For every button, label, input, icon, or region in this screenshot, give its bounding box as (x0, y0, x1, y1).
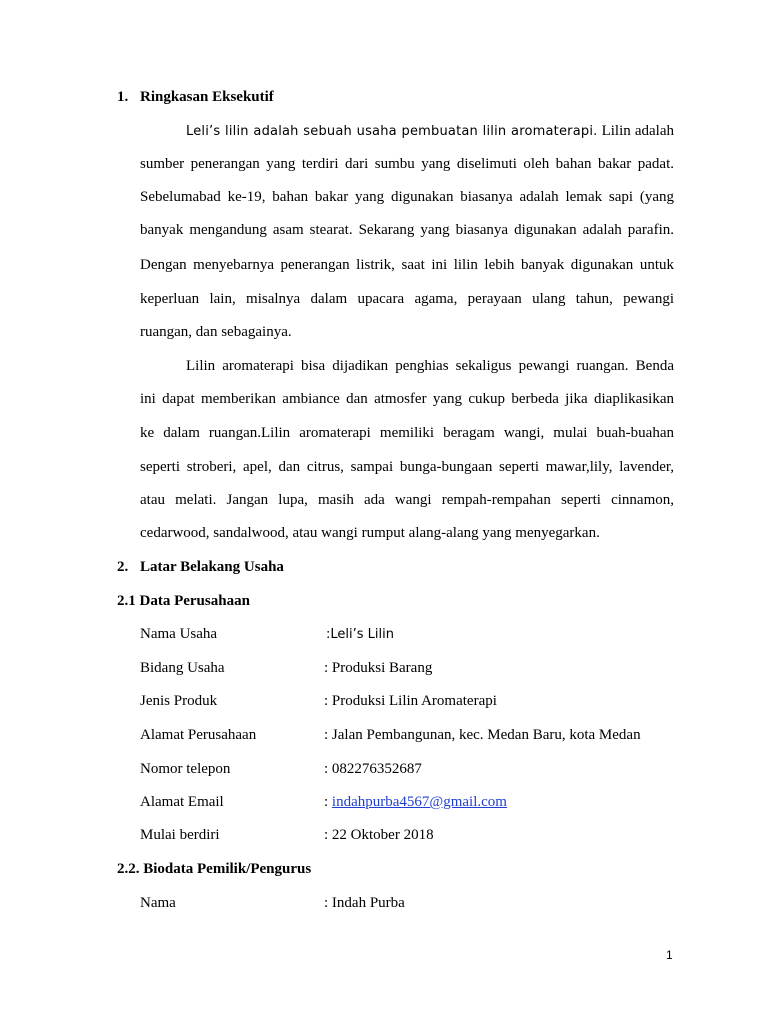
phone-value: : 082276352687 (324, 761, 422, 777)
product-type-value: : Produksi Lilin Aromaterapi (324, 693, 497, 709)
paragraph-1-lead-rest: Lilin adalah (601, 123, 675, 139)
paragraph-1-line-3: Sebelumabad ke-19, bahan bakar yang digunakan biasanya adalah lemak sapi (yang (140, 189, 674, 205)
paragraph-2-line-2: ini dapat memberikan ambiance dan atmosfer yang cukup berbeda jika diaplikasikan (140, 391, 674, 407)
email-value (324, 793, 507, 811)
company-name-value: :Leli’s Lilin (326, 627, 394, 642)
email-colon: : (324, 794, 329, 810)
section-1-title: Ringkasan Eksekutif (140, 89, 274, 105)
email-link[interactable]: indahpurba4567@gmail.com (331, 794, 507, 810)
paragraph-1-line-1 (186, 122, 674, 141)
section-1-heading (117, 88, 274, 106)
company-address-value: : Jalan Pembangunan, kec. Medan Baru, kota Medan (324, 727, 641, 743)
owner-name-value: : Indah Purba (324, 895, 405, 911)
paragraph-1-line-2: sumber penerangan yang terdiri dari sumbu yang diselimuti oleh bahan bakar padat. (140, 156, 674, 172)
paragraph-1-line-4: banyak mengandung asam stearat. Sekarang yang biasanya digunakan adalah parafin. (140, 222, 674, 238)
section-2-heading (117, 558, 284, 576)
company-address-label: Alamat Perusahaan (140, 727, 257, 743)
paragraph-2-line-5: atau melati. Jangan lupa, masih ada wangi rempah-rempahan seperti cinnamon, (140, 492, 674, 508)
owner-name-label: Nama (140, 895, 176, 911)
phone-label: Nomor telepon (140, 761, 231, 777)
section-2-2-heading: 2.2. Biodata Pemilik/Pengurus (117, 861, 312, 877)
paragraph-2-line-6: cedarwood, sandalwood, atau wangi rumput alang-alang yang menyegarkan. (140, 525, 600, 541)
business-field-value: : Produksi Barang (324, 660, 433, 676)
paragraph-2-line-3: ke dalam ruangan.Lilin aromaterapi memiliki beragam wangi, mulai buah-buahan (140, 425, 674, 441)
business-field-label: Bidang Usaha (140, 660, 225, 676)
paragraph-1-line-5: Dengan menyebarnya penerangan listrik, saat ini lilin lebih banyak digunakan untuk (140, 257, 674, 273)
section-2-title: Latar Belakang Usaha (140, 559, 284, 575)
founded-value: : 22 Oktober 2018 (324, 827, 434, 843)
paragraph-1-lead: Leli’s lilin adalah sebuah usaha pembuatan lilin aromaterapi. (186, 124, 598, 139)
section-1-number: 1. (117, 89, 129, 105)
paragraph-2-line-4: seperti stroberi, apel, dan citrus, sampai bunga-bungaan seperti mawar,lily, lavender, (140, 459, 674, 475)
paragraph-1-line-6: keperluan lain, misalnya dalam upacara agama, perayaan ulang tahun, pewangi (140, 291, 674, 307)
product-type-label: Jenis Produk (140, 693, 218, 709)
page-number: 1 (666, 948, 673, 962)
paragraph-1-line-7: ruangan, dan sebagainya. (140, 324, 292, 340)
section-2-number: 2. (117, 559, 129, 575)
email-label: Alamat Email (140, 794, 224, 810)
founded-label: Mulai berdiri (140, 827, 220, 843)
company-name-label: Nama Usaha (140, 626, 218, 642)
paragraph-2-line-1: Lilin aromaterapi bisa dijadikan penghias sekaligus pewangi ruangan. Benda (186, 358, 674, 374)
section-2-1-heading: 2.1 Data Perusahaan (117, 593, 250, 609)
